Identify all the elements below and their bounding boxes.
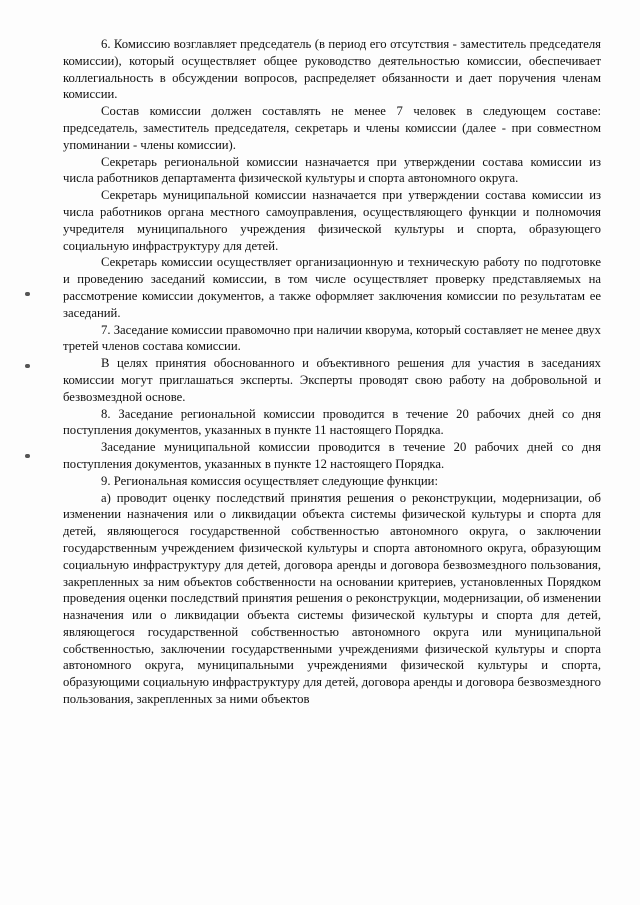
paragraph-8-regional-meeting: 8. Заседание региональной комиссии проводится в течение 20 рабочих дней со дня поступления документов, указанных в пункте 11 настоящего Порядка. bbox=[63, 406, 601, 438]
paragraph-9-functions: 9. Региональная комиссия осуществляет следующие функции: bbox=[101, 473, 438, 488]
scan-mark bbox=[25, 454, 30, 458]
paragraph-experts: В целях принятия обоснованного и объективного решения для участия в заседаниях комиссии могут приглашаться эксперты. Эксперты проводят свою работу на добровольной и безвозмездной основе. bbox=[63, 356, 601, 404]
paragraph-secretary-duties: Секретарь комиссии осуществляет организационную и техническую работу по подготовке и проведению заседаний комиссии, в том числе осуществляет проверку представляемых на рассмотрение комиссии документов, а также оформляет заключения комиссии по результатам ее заседаний. bbox=[63, 255, 601, 320]
scan-mark bbox=[25, 292, 30, 296]
scan-mark bbox=[25, 364, 30, 368]
paragraph-municipal-secretary: Секретарь муниципальной комиссии назначается при утверждении состава комиссии из числа работников органа местного самоуправления, осуществляющего функции и полномочия учредителя муниципального учреждения физической культуры и спорта, образующего социальную инфраструктуру для детей. bbox=[63, 188, 601, 253]
paragraph-function-a: а) проводит оценку последствий принятия решения о реконструкции, модернизации, об изменении назначения или о ликвидации объекта системы физической культуры и спорта для детей, являющегося государственной собственностью автономного округа, о заключении государственным учреждением физической культуры и спорта автономного округа, образующим социальную инфраструктуру для детей, договора аренды и договора безвозмездного пользования, закрепленных за ним объектов собственности на основании критериев, установленных Порядком проведения оценки последствий принятия решения о реконструкции, модернизации, об изменении назначения или о ликвидации объекта системы физической культуры и спорта для детей, являющегося государственной собственностью автономного округа или муниципальной собственностью, заключении государственными учреждениями физической культуры и спорта автономного округа, муниципальными учреждениями физической культуры и спорта, образующими социальную инфраструктуру для детей, договора аренды и договора безвозмездного пользования, закрепленных за ними объектов bbox=[63, 490, 601, 707]
paragraph-6-chairman: 6. Комиссию возглавляет председатель (в период его отсутствия - заместитель председателя комиссии), который осуществляет общее руководство деятельностью комиссии, обеспечивает коллегиальность в обсуждении вопросов, распределяет обязанности и дает поручения членам комиссии. bbox=[63, 37, 601, 102]
paragraph-municipal-meeting: Заседание муниципальной комиссии проводится в течение 20 рабочих дней со дня поступления документов, указанных в пункте 12 настоящего Порядка. bbox=[63, 440, 601, 471]
document-body bbox=[63, 36, 601, 708]
paragraph-regional-secretary: Секретарь региональной комиссии назначается при утверждении состава комиссии из числа работников департамента физической культуры и спорта автономного округа. bbox=[63, 154, 601, 186]
paragraph-7-quorum: 7. Заседание комиссии правомочно при наличии кворума, который составляет не менее двух третей членов состава комиссии. bbox=[63, 322, 601, 354]
paragraph-composition: Состав комиссии должен составлять не менее 7 человек в следующем составе: председатель, заместитель председателя, секретарь и члены комиссии (далее - при совместном упоминании - члены комиссии). bbox=[63, 104, 601, 152]
